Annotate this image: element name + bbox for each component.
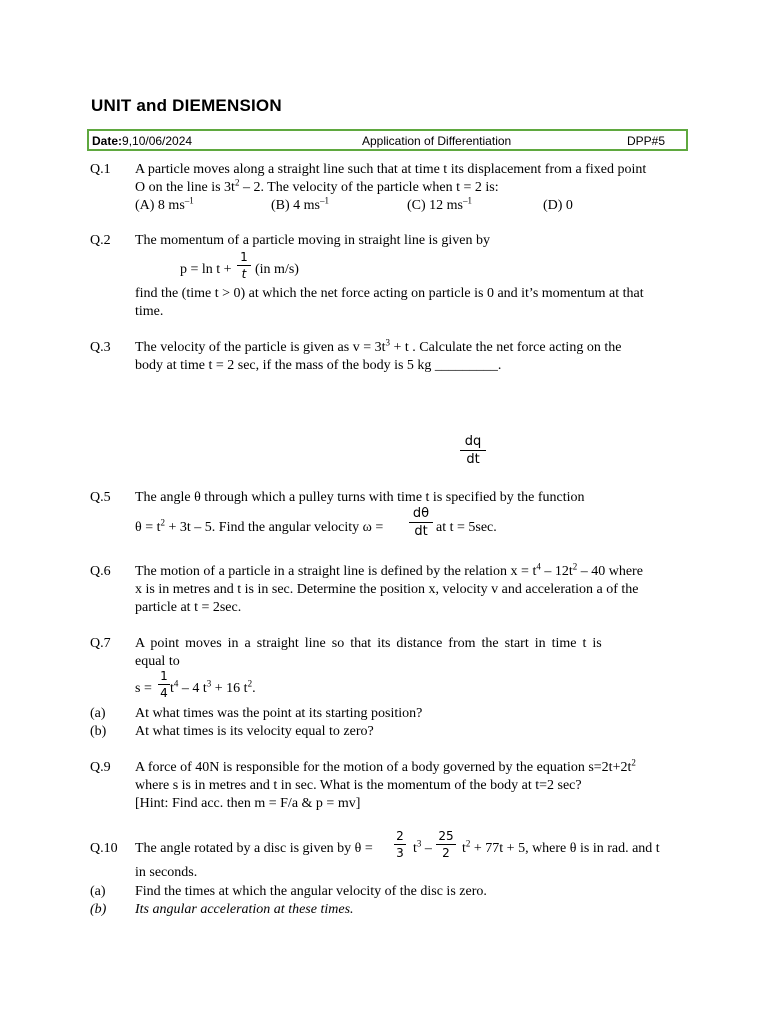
q2-line1: The momentum of a particle moving in straight line is given by <box>135 233 490 248</box>
superscript: 2 <box>234 177 240 188</box>
q1-line1: A particle moves along a straight line such that at time t its displacement from a fixed point <box>135 162 647 177</box>
q1-text-b: – 2. The velocity of the particle when t = 2 is: <box>239 180 499 195</box>
fraction-bar <box>394 844 406 845</box>
fraction-numerator: dθ <box>412 506 430 521</box>
q5-fraction <box>409 506 433 539</box>
superscript: 3 <box>416 838 422 849</box>
option-text: (A) 8 ms <box>135 198 185 213</box>
q9-text-a: A force of 40N is responsible for the motion of a body governed by the equation s=2t+2t <box>135 760 632 775</box>
q1-option-b <box>271 195 329 214</box>
fraction-numerator: 1 <box>240 250 248 264</box>
superscript: –1 <box>320 195 329 206</box>
q1-line2 <box>135 177 499 196</box>
q3-text-a: The velocity of the particle is given as v = 3t <box>135 340 386 355</box>
q10-fraction-1 <box>394 829 406 860</box>
topic: Application of Differentiation <box>362 134 512 148</box>
q7-eq-left: s = <box>135 681 152 696</box>
q3-text-b: + t . Calculate the net force acting on the <box>390 340 622 355</box>
fraction-bar <box>237 265 251 266</box>
q6-text-c: – 40 where <box>577 564 643 579</box>
superscript: 2 <box>572 561 578 572</box>
q7-fraction <box>158 669 170 700</box>
subpart-label: (b) <box>90 724 107 739</box>
fraction-denominator: 4 <box>160 686 168 700</box>
date-bar <box>87 129 688 151</box>
eq-part: . <box>252 681 256 696</box>
date-field <box>92 134 192 148</box>
option-text: (C) 12 ms <box>407 198 463 213</box>
superscript: 4 <box>536 561 541 572</box>
question-number: Q.9 <box>90 760 111 775</box>
floating-fraction <box>460 434 486 467</box>
eq-part: – <box>421 841 432 856</box>
superscript: 4 <box>173 678 179 689</box>
q9-line2: where s is in metres and t in sec. What is the momentum of the body at t=2 sec? <box>135 778 582 793</box>
page-title: UNIT and DIEMENSION <box>91 96 282 115</box>
q5-line2 <box>135 517 384 536</box>
question-number: Q.1 <box>90 162 111 177</box>
subpart-label: (a) <box>90 884 106 899</box>
superscript: 3 <box>206 678 212 689</box>
q1-text-a: O on the line is 3t <box>135 180 235 195</box>
fraction-denominator: dt <box>414 524 428 539</box>
q2-line3: find the (time t > 0) at which the net force acting on particle is 0 and it’s momentum at that <box>135 286 644 301</box>
q7-sub-a: At what times was the point at its starting position? <box>135 706 423 721</box>
subpart-label: (a) <box>90 706 106 721</box>
question-number: Q.6 <box>90 564 111 579</box>
eq-part: + 77t + 5, where θ is in rad. and t <box>470 841 660 856</box>
q5-line1: The angle θ through which a pulley turns with time t is specified by the function <box>135 490 585 505</box>
eq-part: t <box>413 841 417 856</box>
fraction-bar <box>460 450 486 451</box>
q10-line1-a: The angle rotated by a disc is given by θ = <box>135 841 373 856</box>
q6-line3: particle at t = 2sec. <box>135 600 242 615</box>
question-number: Q.5 <box>90 490 111 505</box>
q3-line1 <box>135 337 622 356</box>
fraction-bar <box>436 844 456 845</box>
subpart-label: (b) <box>90 902 107 917</box>
q2-line4: time. <box>135 304 164 319</box>
option-text: (B) 4 ms <box>271 198 320 213</box>
q1-option-a <box>135 195 194 214</box>
q10-line1-b <box>413 838 432 857</box>
q7-line2: equal to <box>135 654 180 669</box>
q5-text-b: + 3t – 5. Find the angular velocity ω = <box>165 520 384 535</box>
q7-sub-b: At what times is its velocity equal to zero? <box>135 724 374 739</box>
superscript: 2 <box>247 678 253 689</box>
q1-option-d: (D) 0 <box>543 198 573 213</box>
q7-line1: A point moves in a straight line so that its distance from the start in time t is <box>135 636 602 651</box>
fraction-denominator: t <box>241 267 247 281</box>
question-number: Q.3 <box>90 340 111 355</box>
date-label: Date: <box>92 134 123 148</box>
fraction-numerator: 1 <box>160 669 168 683</box>
fraction-numerator: dq <box>464 434 482 449</box>
fraction-numerator: 2 <box>396 829 404 843</box>
q3-line2: body at time t = 2 sec, if the mass of the body is 5 kg _________. <box>135 358 502 373</box>
q5-text-a: θ = t <box>135 520 161 535</box>
q1-option-c <box>407 195 472 214</box>
q6-line1 <box>135 561 643 580</box>
fraction-denominator: 3 <box>396 846 404 860</box>
q9-line1 <box>135 757 636 776</box>
date-value: 9,10/06/2024 <box>122 134 193 148</box>
q10-sub-b: Its angular acceleration at these times. <box>135 902 354 917</box>
fraction-bar <box>409 522 433 523</box>
q6-text-b: – 12t <box>540 564 573 579</box>
q6-line2: x is in metres and t is in sec. Determine the position x, velocity v and acceleration a of the <box>135 582 639 597</box>
q10-sub-a: Find the times at which the angular velocity of the disc is zero. <box>135 884 487 899</box>
eq-part: + 16 t <box>211 681 248 696</box>
eq-part: t <box>170 681 174 696</box>
question-number: Q.10 <box>90 841 118 856</box>
q10-line1-c <box>462 838 660 857</box>
superscript: 3 <box>385 337 390 348</box>
superscript: 2 <box>631 757 636 768</box>
q10-line2: in seconds. <box>135 865 198 880</box>
q7-eq-right <box>170 678 256 697</box>
q2-eq-right: (in m/s) <box>255 262 299 277</box>
q2-eq-left: p = ln t + <box>180 262 232 277</box>
question-number: Q.2 <box>90 233 111 248</box>
eq-part: – 4 t <box>178 681 207 696</box>
fraction-bar <box>158 684 170 685</box>
eq-part: t <box>462 841 466 856</box>
fraction-denominator: dt <box>466 452 480 467</box>
dpp-number: DPP#5 <box>627 134 666 148</box>
fraction-denominator: 2 <box>442 846 450 860</box>
superscript: –1 <box>463 195 472 206</box>
superscript: 2 <box>465 838 471 849</box>
fraction-numerator: 25 <box>438 829 454 843</box>
superscript: –1 <box>184 195 194 206</box>
q9-hint: [Hint: Find acc. then m = F/a & p = mv] <box>135 796 361 811</box>
q5-text-c: at t = 5sec. <box>436 520 497 535</box>
question-number: Q.7 <box>90 636 111 651</box>
superscript: 2 <box>160 517 165 528</box>
q10-fraction-2 <box>436 829 456 860</box>
q6-text-a: The motion of a particle in a straight line is defined by the relation x = t <box>135 564 537 579</box>
q2-fraction <box>237 250 251 281</box>
